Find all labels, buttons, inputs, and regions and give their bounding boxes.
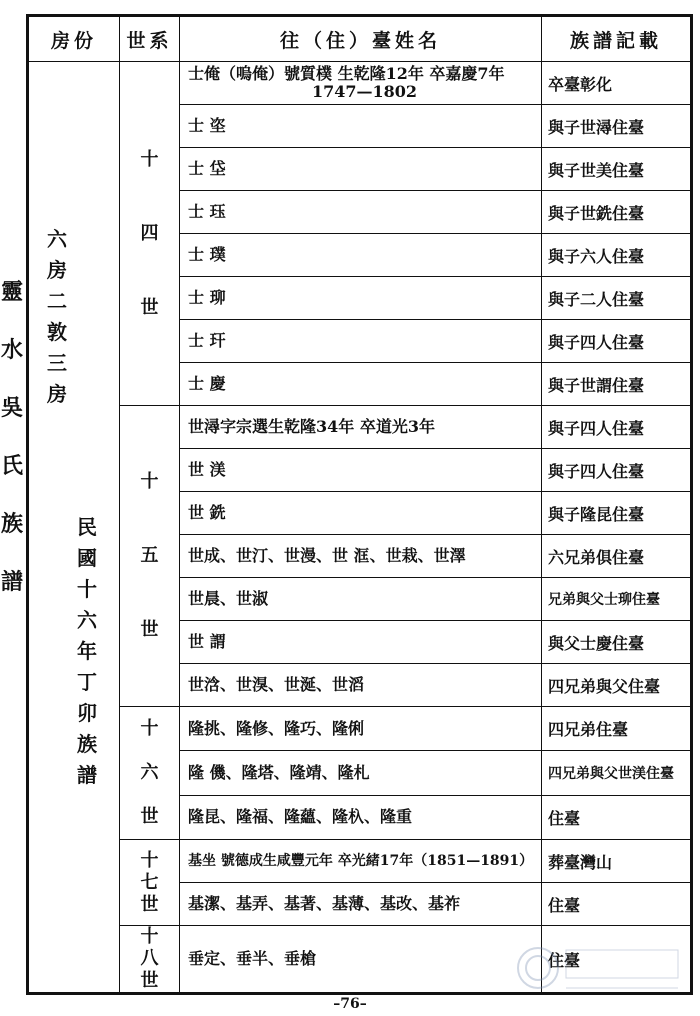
record-cell: 住臺 — [542, 795, 692, 839]
record-cell: 六兄弟俱住臺 — [542, 535, 692, 578]
page-number: –76– — [333, 996, 367, 1012]
generation-char: 四 — [140, 222, 159, 244]
generation-cell — [120, 406, 180, 707]
names-text: 世晨、世淑 — [188, 589, 269, 608]
person-names — [180, 751, 542, 795]
house-sub-char: 十 — [77, 577, 97, 601]
table-body — [28, 62, 692, 994]
table-row — [28, 62, 692, 105]
person-names — [180, 234, 542, 277]
record-cell: 與子世美住臺 — [542, 148, 692, 191]
names-text: 士 珏 — [188, 202, 226, 221]
person-names — [180, 105, 542, 148]
side-title — [0, 280, 24, 628]
record-cell: 四兄弟與父住臺 — [542, 664, 692, 707]
house-sub-char: 卯 — [77, 701, 97, 725]
record-cell: 四兄弟與父世渼住臺 — [542, 751, 692, 795]
house-sub-char: 譜 — [77, 763, 97, 787]
house-main-label — [47, 224, 67, 410]
record-cell: 與子世潯住臺 — [542, 105, 692, 148]
generation-char: 十 — [140, 718, 159, 739]
names-text: 基潔、基弄、基著、基薄、基改、基祚 — [188, 894, 461, 913]
record-cell: 與子二人住臺 — [542, 277, 692, 320]
person-names — [180, 535, 542, 578]
names-dates: 1747—1802 — [311, 82, 418, 101]
person-names — [180, 363, 542, 406]
side-title-char: 吳 — [0, 395, 23, 421]
record-cell: 與子隆昆住臺 — [542, 492, 692, 535]
generation-cell — [120, 707, 180, 840]
person-names — [180, 883, 542, 926]
generation-char: 十 — [140, 471, 159, 492]
names-text: 世成、世汀、世漫、世 洭、世栽、世澤 — [188, 546, 466, 565]
house-sub-char: 年 — [77, 639, 97, 663]
generation-char: 七 — [140, 871, 159, 893]
record-cell: 兄弟與父士珋住臺 — [542, 578, 692, 621]
person-names — [180, 62, 542, 105]
house-char: 二 — [47, 289, 67, 313]
generation-char: 十 — [140, 148, 159, 170]
side-title-char: 氏 — [0, 453, 23, 479]
side-title-char: 靈 — [0, 279, 23, 305]
house-sub-char: 六 — [77, 608, 97, 632]
house-char: 房 — [47, 382, 67, 406]
person-names — [180, 492, 542, 535]
house-char: 六 — [47, 227, 67, 251]
names-text: 世 謂 — [188, 632, 226, 651]
record-cell: 卒臺彰化 — [542, 62, 692, 105]
record-cell: 住臺 — [542, 883, 692, 926]
names-text: 基坐 號德成生咸豐元年 卒光緒17年（1851—1891） — [188, 853, 534, 869]
generation-char: 十 — [140, 849, 159, 871]
names-text: 世 銑 — [188, 503, 226, 522]
record-cell: 與父士慶住臺 — [542, 621, 692, 664]
genealogy-table — [26, 14, 693, 995]
person-names — [180, 795, 542, 839]
names-text: 垂定、垂半、垂槍 — [188, 949, 317, 968]
header-house: 房份 — [28, 16, 120, 62]
names-text: 士 慶 — [188, 374, 226, 393]
person-names — [180, 926, 542, 994]
names-text: 世浛、世湨、世涎、世滔 — [188, 675, 365, 694]
side-title-char: 水 — [0, 337, 23, 363]
house-char: 房 — [47, 258, 67, 282]
generation-char: 五 — [140, 545, 159, 566]
person-names — [180, 449, 542, 492]
generation-char: 世 — [140, 619, 159, 640]
watermark-seal — [514, 938, 684, 1000]
names-text: 士俺（嗚俺）號質樸 生乾隆12年 卒嘉慶7年 — [188, 64, 505, 83]
header-generation: 世系 — [120, 16, 180, 62]
house-sub-label — [77, 512, 97, 791]
person-names — [180, 148, 542, 191]
side-title-char: 譜 — [0, 569, 23, 595]
generation-char: 世 — [140, 806, 159, 827]
names-text: 士 珋 — [188, 288, 226, 307]
person-names — [180, 578, 542, 621]
person-names — [180, 840, 542, 883]
table-row — [28, 840, 692, 883]
house-cell — [28, 62, 120, 994]
generation-char: 六 — [140, 762, 159, 783]
record-cell: 與子四人住臺 — [542, 449, 692, 492]
generation-char: 世 — [140, 296, 159, 318]
house-char: 敦 — [47, 320, 67, 344]
person-names — [180, 277, 542, 320]
record-cell: 與子四人住臺 — [542, 406, 692, 449]
names-text: 士 璞 — [188, 245, 226, 264]
generation-cell — [120, 62, 180, 406]
person-names — [180, 664, 542, 707]
person-names — [180, 406, 542, 449]
table-row — [28, 707, 692, 751]
side-title-char: 族 — [0, 511, 23, 537]
house-sub-char: 民 — [77, 515, 97, 539]
header-row — [28, 16, 692, 62]
generation-char: 世 — [140, 893, 159, 915]
record-cell: 住臺 — [542, 926, 692, 994]
names-text: 士 垐 — [188, 116, 226, 135]
table-row — [28, 406, 692, 449]
generation-char: 八 — [140, 948, 159, 969]
header-record: 族譜記載 — [542, 16, 692, 62]
generation-char: 十 — [140, 926, 159, 947]
generation-cell — [120, 926, 180, 994]
names-text: 隆昆、隆福、隆蘊、隆杁、隆重 — [188, 807, 413, 827]
person-names — [180, 707, 542, 751]
record-cell: 四兄弟住臺 — [542, 707, 692, 751]
record-cell: 與子世銑住臺 — [542, 191, 692, 234]
house-sub-char: 國 — [77, 546, 97, 570]
person-names — [180, 621, 542, 664]
names-text: 隆 僟、隆塔、隆靖、隆札 — [188, 762, 370, 782]
generation-char: 世 — [140, 970, 159, 991]
record-cell: 與子世謂住臺 — [542, 363, 692, 406]
house-sub-char: 族 — [77, 732, 97, 756]
record-cell: 葬臺灣山 — [542, 840, 692, 883]
generation-cell — [120, 840, 180, 926]
house-char: 三 — [47, 351, 67, 375]
names-text: 士 垈 — [188, 159, 226, 178]
names-text: 隆挑、隆修、隆巧、隆俐 — [188, 718, 365, 738]
record-cell: 與子六人住臺 — [542, 234, 692, 277]
names-text: 士 玕 — [188, 331, 226, 350]
person-names — [180, 320, 542, 363]
person-names — [180, 191, 542, 234]
names-text: 世潯字宗選生乾隆34年 卒道光3年 — [188, 417, 435, 436]
names-text: 世 渼 — [188, 460, 226, 479]
record-cell: 與子四人住臺 — [542, 320, 692, 363]
house-sub-char: 丁 — [77, 670, 97, 694]
header-names: 往（住）臺姓名 — [180, 16, 542, 62]
